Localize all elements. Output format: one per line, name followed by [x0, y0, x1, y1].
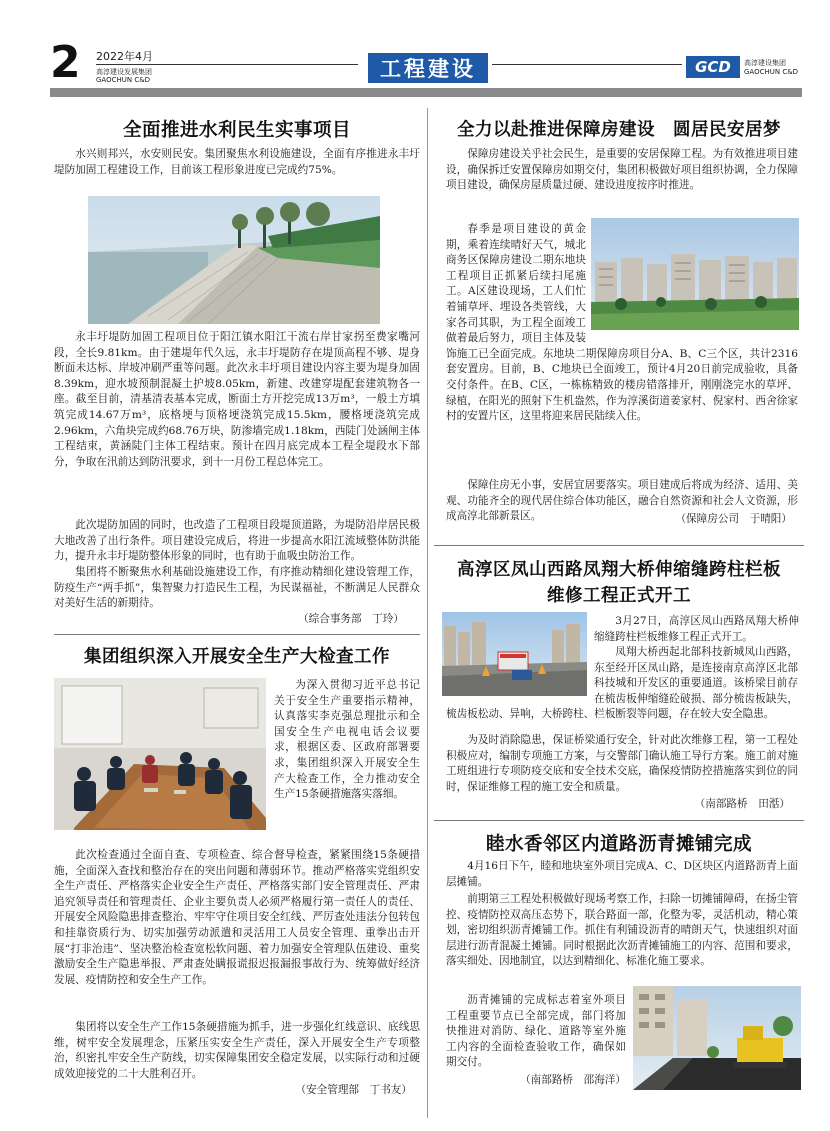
embankment-photo — [88, 196, 380, 324]
section-title: 工程建设 — [380, 57, 476, 81]
article-3-para-2: 春季是项目建设的黄金期，乘着连续晴好天气，城北商务区保障房建设二期东地块工程项目正抓紧后续扫尾施工。A区建设现场，工人们忙着铺草坪、埋设各类管线，大家各司其职，为工程全面竣工做着最后努力，项目主体及装饰施工已全面完成。东地块二期保障房项目分A、B、C三个区，共计2316套安置房。目前，B、C地块已全面竣工，预计4月20日前完成验收，具备交付条件。在B、C区，一栋栋精致的楼房错落排开，刚刚浇完水的草坪、绿植，在阳光的照射下生机盎然，作为淳溪街道姜家村、倪家村、西舍徐家村的安置片区，这里将迎来居民陆续入住。 — [446, 223, 798, 423]
article-3-bottom-rule — [434, 545, 804, 546]
article-3-para-3: 保障住房无小事，安居宜居要落实。项目建成后将成为经济、适用、美观、功能齐全的现代居住综合体功能区，融合自然资源和社会人文资源，形成高淳北部新景区。 — [446, 479, 798, 523]
article-4-byline: （南部路桥 田湉） — [694, 798, 790, 810]
article-4-para-1: 3月27日，高淳区凤山西路凤翔大桥伸缩缝跨柱栏板维修工程正式开工。 — [594, 615, 799, 643]
gcd-logo — [686, 56, 740, 78]
article-2-para-2: 此次检查通过全面自查、专项检查、综合督导检查，紧紧围绕15条硬措施，全面深入查找和整治存在的突出问题和薄弱环节。推动严格落实党组织安全生产责任、严格落实企业安全生产责任、严格落实部门安全管理责任、严肃追究领导责任和管理责任、企业主要负责人必须严格履行第一责任人的责任、开展安全风险隐患排查整治、牢牢守住项目安全红线、严厉查处违法分包转包和挂靠资质行为、切实加强劳动派遣和灵活用工人员安全管理、重拳出击开展“打非治违”、坚决整治检查宽松软问题、着力加强安全管理队伍建设、重奖激励安全生产隐患举报、严肃查处瞒报谎报迟报漏报事故行为、统筹做好经济发展、疫情防控和安全生产工作。 — [54, 849, 420, 986]
org-name-en: GAOCHUN C&D — [96, 76, 151, 84]
article-4-para-3: 为及时消除隐患，保证桥梁通行安全，针对此次维修工程，第一工程处积极应对，编制专项施工方案，与交警部门确认施工导行方案。施工前对施工班组进行专项防疫交底和安全技术交底，确保疫情防控措施落实到位的同时，保证维修工程的施工安全和质量。 — [446, 734, 798, 793]
logo-sub-en: GAOCHUN C&D — [744, 68, 799, 76]
article-3-para-1: 保障房建设关乎社会民生，是重要的安居保障工程。为有效推进项目建设，确保拆迁安置保障房如期交付，集团积极做好项目组织协调，全力保障项目建设，确保房屋质量过硬、建设进度按序时推进。 — [446, 148, 798, 192]
article-1-byline: （综合事务部 丁玲） — [298, 613, 404, 625]
article-1-bottom-rule — [54, 634, 420, 635]
article-3-para-2a — [446, 222, 798, 425]
paving-photo — [633, 986, 801, 1090]
article-5-byline: （南部路桥 邵海洋） — [520, 1074, 626, 1086]
article-2-byline: （安全管理部 丁书友） — [295, 1084, 412, 1096]
article-2-para-1: 为深入贯彻习近平总书记关于安全生产重要指示精神，认真落实李克强总理批示和全国安全生产电视电话会议要求，根据区委、区政府部署要求，集团组织深入开展安全生产大检查工作，全力推动安全生产15条硬措施落实落细。 — [274, 679, 420, 801]
header-line-right — [492, 64, 682, 65]
article-1-title: 全面推进水利民生实事项目 — [122, 120, 351, 141]
housing-photo-float — [586, 222, 798, 334]
article-2-para-3: 集团将以安全生产工作15条硬措施为抓手，进一步强化红线意识、底线思维，树牢安全发展理念，压紧压实安全生产责任，深入开展安全生产专项整治，织密扎牢安全生产防线，切实保障集团安全稳定发展，以实际行动和过硬成效迎接党的二十大胜利召开。 — [54, 1021, 420, 1080]
gcd-logo-text: GCD — [695, 58, 731, 76]
article-4-title-line-2: 维修工程正式开工 — [547, 586, 691, 606]
section-banner — [368, 53, 488, 83]
article-5-para-1: 4月16日下午，睦和地块室外项目完成A、C、D区块区内道路沥青上面层摊铺。 — [446, 860, 798, 888]
article-1-para-1: 水兴则邦兴，水安则民安。集团聚焦水利设施建设，全面有序推进永丰圩堤防加固工程建设工作，目前该工程形象进度已完成约75%。 — [54, 148, 420, 176]
article-4-bottom-rule — [434, 820, 804, 821]
article-3-title: 全力以赴推进保障房建设 圆居民安居梦 — [457, 120, 781, 140]
article-5-title: 睦水香邻区内道路沥青摊铺完成 — [485, 834, 752, 855]
page-number: 2 — [50, 37, 81, 88]
article-2-title: 集团组织深入开展安全生产大检查工作 — [84, 647, 390, 667]
header-bar — [50, 88, 802, 97]
article-1-para-3: 此次堤防加固的同时，也改造了工程项目段堤顶道路，为堤防沿岸居民极大地改善了出行条件。项目建设完成后，将进一步提高水阳江流域整体防洪能力，提升永丰圩堤防整体形象的同时，也有助于血吸虫防治工作。 — [54, 519, 420, 563]
org-name-cn: 高淳建设发展集团 — [96, 68, 152, 76]
article-1-para-4: 集团将不断聚焦水利基础设施建设工作，有序推动精细化建设管理工作，防疫生产“两手抓”，集智聚力打造民生工程，为民谋福祉，不断满足人民群众对美好生活的新期待。 — [54, 566, 420, 610]
article-4-title-line-1: 高淳区凤山西路凤翔大桥伸缩缝跨柱栏板 — [457, 560, 781, 580]
article-5-para-2: 前期第三工程处积极做好现场考察工作，扫除一切摊铺障碍，在扬尘管控、疫情防控双高压态势下，联合路面一部，化整为零，灵活机动，精心策划，密切组织沥青摊铺工作。抓住有利铺设沥青的晴朗天气，快速组织对面层进行沥青混凝土摊铺。同时根据此次沥青摊铺施工的内容、范围和要求，落实细处、因地制宜，以达到精细化、标准化施工要求。 — [446, 893, 798, 968]
article-5-para-3: 沥青摊铺的完成标志着室外项目工程重要节点已全部完成，部门将加快推进对消防、绿化、道路等室外施工内容的全面检查验收工作，确保如期交付。 — [446, 994, 626, 1069]
meeting-photo — [54, 678, 266, 830]
article-4-para-2-text: 凤翔大桥西起北部科技新城凤山西路，东至经开区凤山路，是连接南京高淳区北部科技城和开发区的重要通道。该桥梁目前存在梳齿板伸缩缝砼破损、部分梳齿板缺失，梳齿板松动、异响，大桥跨柱、栏板断裂等问题，存在较大安全隐患。 — [446, 646, 798, 721]
logo-sub-cn: 高淳建设集团 — [744, 59, 786, 67]
article-1-para-2: 永丰圩堤防加固工程项目位于阳江镇水阳江干流右岸甘家拐至费家嘴河段，全长9.81km。由于建堤年代久远，永丰圩堤防存在堤顶高程不够、堤身断面未达标、岸坡冲刷严重等问题。此次永丰圩项目建设内容主要为堤身加固8.39km，迎水坡预制混凝土护坡8.05km，新建、改建穿堤配套建筑物各一座。截至目前，清基清表基本完成，断面土方开挖完成13万m³，一般土方填筑完成14.67万m³，底格埂与顶格埂浇筑完成15.5km，腰格埂浇筑完成2.96km，六角块完成约68.76万块，防渗墙完成1.18km，西陡门处涵闸主体工程结束，黄涵陡门主体工程结束。预计在四月底完成本工程全堤段水下部分，争取在汛前达到防汛要求，到十一月份工程总体完工。 — [54, 331, 420, 468]
bridge-photo-float — [446, 645, 594, 697]
article-3-byline: （保障房公司 于晴阳） — [675, 513, 792, 525]
issue-date: 2022年4月 — [96, 50, 153, 63]
column-divider — [427, 108, 428, 1118]
header-line-left — [96, 64, 358, 65]
article-4-para-2 — [446, 645, 798, 723]
